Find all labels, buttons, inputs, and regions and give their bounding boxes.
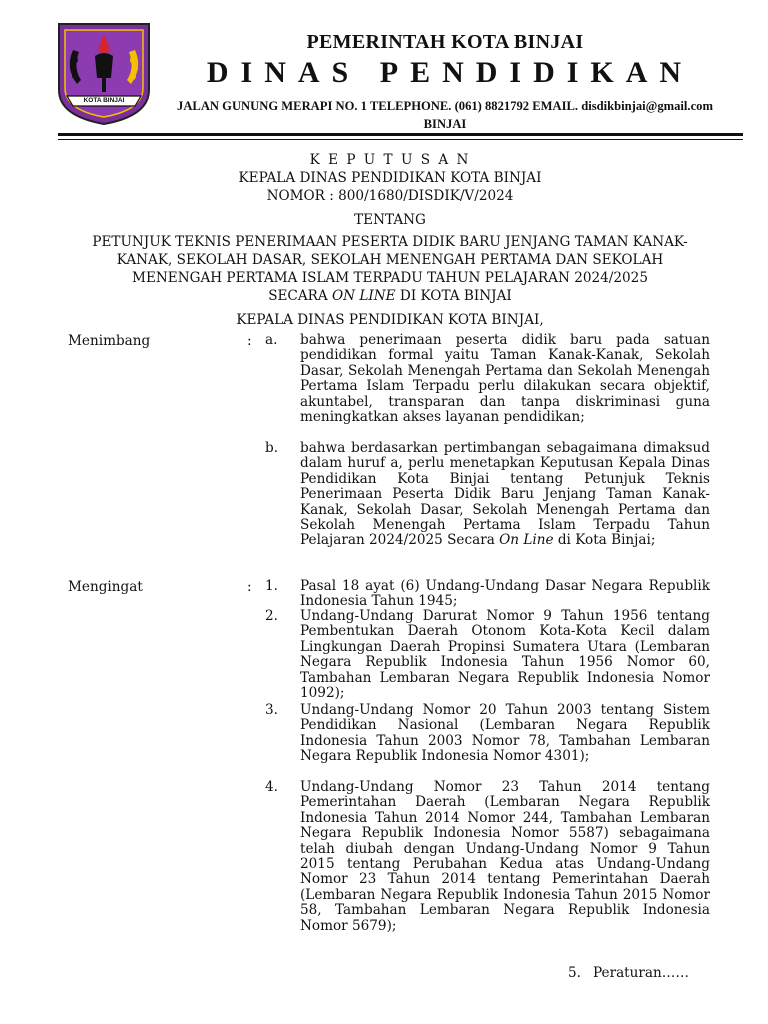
- menimbang-colon: :: [247, 333, 252, 349]
- letterhead-address: [150, 97, 740, 133]
- mengingat-item-4: [265, 780, 710, 940]
- item-number: b.: [265, 440, 279, 456]
- title-text: SECARA: [268, 288, 333, 304]
- decree-title-line: KANAK, SEKOLAH DASAR, SEKOLAH MENENGAH PERTAMA DAN SEKOLAH: [116, 252, 664, 268]
- item-text-part: di Kota Binjai;: [553, 532, 656, 549]
- item-number: 2.: [265, 608, 278, 624]
- item-text: Undang-Undang Nomor 20 Tahun 2003 tentang Sistem Pendidikan Nasional (Lembaran Negara Republik Indonesia Tahun 2003 Nomor 78, Tambahan Lembaran Negara Republik Indonesia Nomor 4301);: [300, 702, 710, 765]
- letterhead-rule-thick: [58, 133, 743, 136]
- menimbang-item-b: [265, 441, 710, 571]
- item-number: 4.: [265, 779, 278, 795]
- letterhead-rule-thin: [58, 139, 743, 140]
- item-number: a.: [265, 332, 278, 348]
- decree-issuer: KEPALA DINAS PENDIDIKAN KOTA BINJAI: [238, 170, 542, 186]
- item-text: Undang-Undang Nomor 23 Tahun 2014 tentang Pemerintahan Daerah (Lembaran Negara Republik Indonesia Tahun 2014 Nomor 244, Tambahan Lembaran Negara Republik Indonesia Nomor 5587) sebagaimana telah diubah dengan Undang-Undang Nomor 9 Tahun 2015 tentang Perubahan Kedua atas Undang-Undang Nomor 23 Tahun 2014 tentang Pemerintahan Daerah (Lembaran Negara Republik Indonesia Tahun 2015 Nomor 58, Tambahan Lembaran Negara Republik Indonesia Nomor 5679);: [300, 779, 710, 934]
- item-number: 3.: [265, 702, 278, 718]
- decree-title: [40, 233, 740, 305]
- decree-about-label: TENTANG: [354, 212, 426, 228]
- letterhead-org: PEMERINTAH KOTA BINJAI: [306, 31, 584, 53]
- continuation-number: 5.: [568, 965, 581, 981]
- city-emblem-logo: [55, 20, 153, 128]
- page-continuation: [568, 965, 689, 981]
- item-text: bahwa penerimaan peserta didik baru pada satuan pendidikan formal yaitu Taman Kanak-Kanak, Sekolah Dasar, Sekolah Menengah Pertama dan Sekolah Menengah Pertama Islam Terpadu perlu dilakukan secara objektif, akuntabel, transparan dan tanpa diskriminasi guna meningkatkan akses layanan pendidikan;: [300, 332, 710, 426]
- title-italic: ON LINE: [332, 288, 396, 304]
- menimbang-label: Menimbang: [68, 333, 151, 349]
- item-text-italic: On Line: [499, 532, 554, 549]
- mengingat-label: Mengingat: [68, 579, 143, 595]
- decree-title-line-last: [40, 287, 740, 305]
- title-text: DI KOTA BINJAI: [395, 288, 512, 304]
- mengingat-item-2: [265, 609, 710, 703]
- continuation-text: Peraturan……: [592, 965, 689, 981]
- mengingat-colon: :: [247, 579, 252, 595]
- decree-title-line: PETUNJUK TEKNIS PENERIMAAN PESERTA DIDIK BARU JENJANG TAMAN KANAK-: [92, 234, 688, 250]
- menimbang-item-a: [265, 333, 710, 443]
- logo-ribbon-text: KOTA BINJAI: [83, 97, 125, 104]
- item-text: Undang-Undang Darurat Nomor 9 Tahun 1956 tentang Pembentukan Daerah Otonom Kota-Kota Kecil dalam Lingkungan Daerah Propinsi Sumatera Utara (Lembaran Negara Republik Indonesia Tahun 1956 Nomor 60, Tambahan Lembaran Negara Republik Indonesia Nomor 1092);: [300, 608, 710, 702]
- address-line-2: BINJAI: [423, 117, 467, 131]
- decree-authority: KEPALA DINAS PENDIDIKAN KOTA BINJAI,: [236, 312, 544, 328]
- decree-heading: K E P U T U S A N: [309, 152, 471, 168]
- item-text: Pasal 18 ayat (6) Undang-Undang Dasar Negara Republik Indonesia Tahun 1945;: [300, 578, 710, 610]
- item-text: [300, 441, 710, 549]
- item-number: 1.: [265, 578, 278, 594]
- mengingat-item-3: [265, 703, 710, 781]
- decree-title-line: MENENGAH PERTAMA ISLAM TERPADU TAHUN PELAJARAN 2024/2025: [132, 270, 648, 286]
- address-line-1: JALAN GUNUNG MERAPI NO. 1 TELEPHONE. (061) 8821792 EMAIL. disdikbinjai@gmail.com: [177, 99, 713, 113]
- letterhead-dept: DINAS PENDIDIKAN: [206, 56, 694, 89]
- decree-number: NOMOR : 800/1680/DISDIK/V/2024: [266, 188, 514, 204]
- item-text-part: bahwa berdasarkan pertimbangan sebagaimana dimaksud dalam huruf a, perlu menetapkan Keputusan Kepala Dinas Pendidikan Kota Binjai tentang Petunjuk Teknis Penerimaan Peserta Didik Baru Jenjang Taman Kanak-Kanak, Sekolah Dasar, Sekolah Menengah Pertama dan Sekolah Menengah Pertama Islam Terpadu Tahun Pelajaran 2024/2025 Secara: [300, 440, 710, 549]
